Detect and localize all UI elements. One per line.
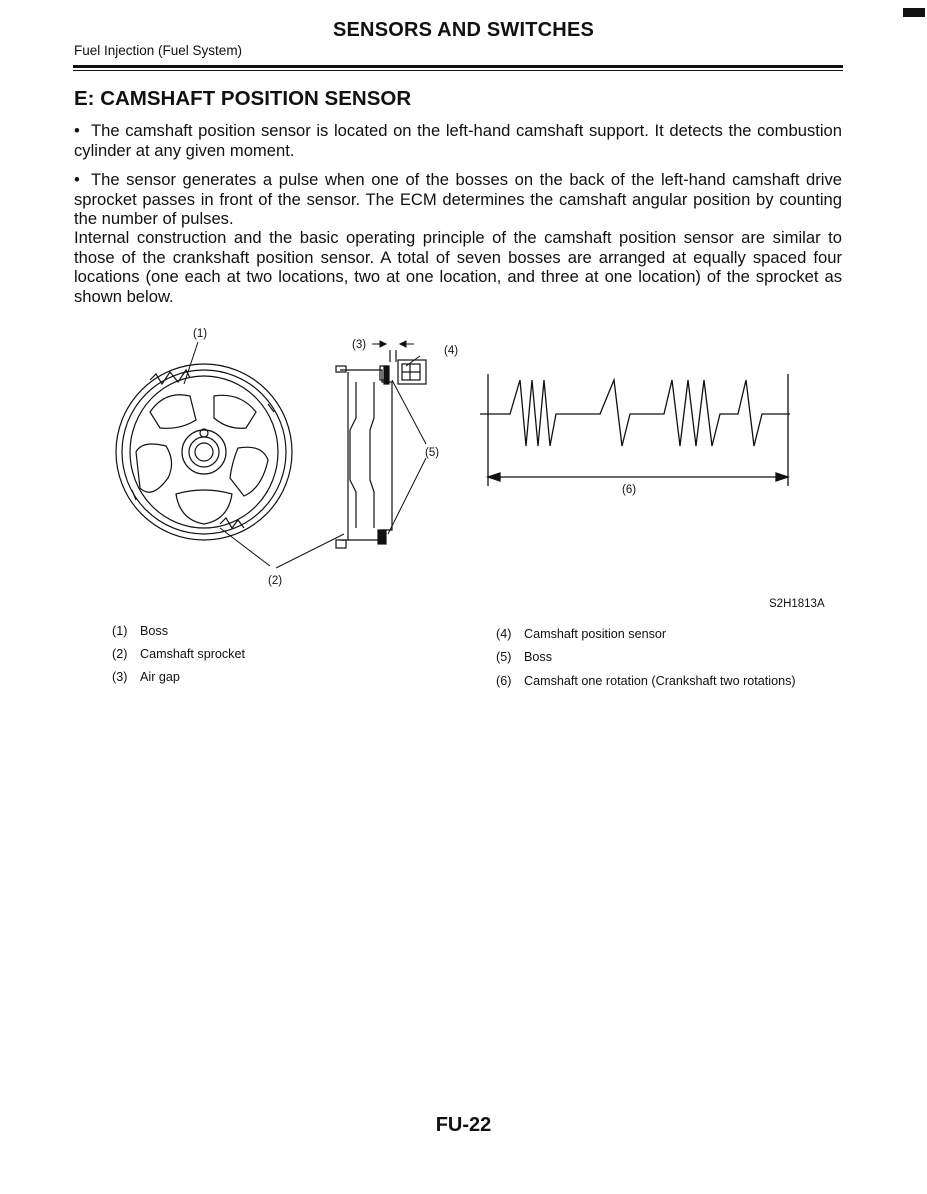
- callout-6: (6): [622, 484, 637, 496]
- legend-text: Camshaft one rotation (Crankshaft two rotations): [524, 674, 796, 688]
- figure-callouts: [193, 328, 636, 587]
- callout-2: (2): [268, 575, 283, 587]
- legend-item: [112, 647, 245, 661]
- pulse-waveform: [480, 374, 790, 486]
- legend-text: Boss: [524, 650, 552, 664]
- callout-4: (4): [444, 345, 459, 357]
- figure-code: S2H1813A: [769, 598, 825, 610]
- paragraph-3-text: Internal construction and the basic operating principle of the camshaft position sensor are similar to those of the crankshaft position sensor. A total of seven bosses are arranged at equally spaced four locations (one each at two locations, two at one location, and three at one location) of the sprocket as shown below.: [74, 228, 842, 306]
- legend-text: Camshaft sprocket: [140, 647, 245, 661]
- legend-item: [112, 624, 168, 638]
- legend-num: (6): [496, 674, 512, 688]
- legend-num: (1): [112, 624, 128, 638]
- legend-item: [496, 674, 796, 688]
- legend-num: (5): [496, 650, 512, 664]
- legend-num: (4): [496, 627, 512, 641]
- paragraph-1-text: The camshaft position sensor is located on the left-hand camshaft support. It detects the combustion cylinder at any given moment.: [74, 121, 842, 160]
- legend-item: [496, 627, 666, 641]
- callout-3: (3): [352, 339, 367, 351]
- legend-item: [496, 650, 552, 664]
- legend-text: Air gap: [140, 670, 180, 684]
- callout-5: (5): [425, 447, 440, 459]
- leader-lines: [184, 341, 426, 568]
- legend-num: (2): [112, 647, 128, 661]
- page-number: FU-22: [435, 1114, 492, 1136]
- sprocket-front-view: [116, 364, 292, 540]
- legend-num: (3): [112, 670, 128, 684]
- bullet-icon: •: [74, 121, 80, 140]
- paragraph-2-text: The sensor generates a pulse when one of the bosses on the back of the left-hand camshaft drive sprocket passes in front of the sensor. The ECM determines the camshaft angular position by counting the number of pulses.: [74, 170, 842, 228]
- legend-item: [112, 670, 180, 684]
- sprocket-side-view: [336, 350, 426, 548]
- page-header-subtitle: Fuel Injection (Fuel System): [74, 43, 243, 58]
- callout-1: (1): [193, 328, 208, 340]
- section-heading: E: CAMSHAFT POSITION SENSOR: [74, 87, 412, 110]
- page-header-title: SENSORS AND SWITCHES: [332, 19, 595, 41]
- legend-text: Camshaft position sensor: [524, 627, 667, 641]
- bullet-icon: •: [74, 170, 80, 189]
- legend-text: Boss: [140, 624, 168, 638]
